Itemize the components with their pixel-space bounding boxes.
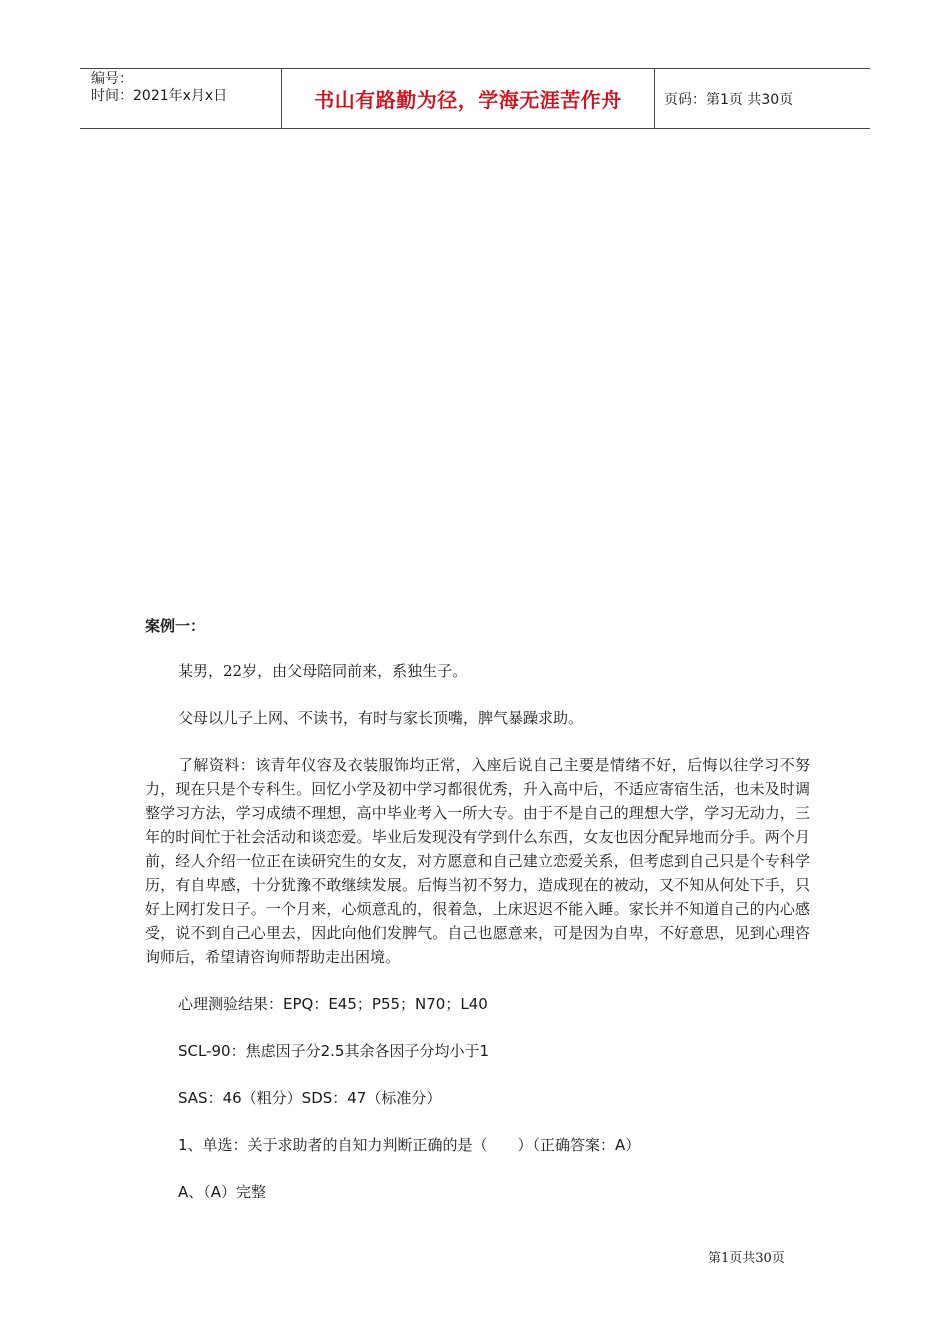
paragraph-sas-sds: SAS：46（粗分）SDS：47（标准分） xyxy=(178,1089,442,1107)
paragraph-scl90: SCL-90：焦虑因子分2.5其余各因子分均小于1 xyxy=(178,1042,489,1060)
question-1: 1、单选：关于求助者的自知力判断正确的是（ ）（正确答案：A） xyxy=(178,1136,641,1154)
document-header xyxy=(80,68,870,129)
paragraph-background: 了解资料：该青年仪容及衣装服饰均正常，入座后说自己主要是情绪不好，后悔以往学习不努力，现在只是个专科生。回忆小学及初中学习都很优秀，升入高中后，不适应寄宿生活，也未及时调整学习方法，学习成绩不理想，高中毕业考入一所大专。由于不是自己的理想大学，学习无动力，三年的时间忙于社会活动和谈恋爱。毕业后发现没有学到什么东西，女友也因分配异地而分手。两个月前，经人介绍一位正在读研究生的女友，对方愿意和自己建立恋爱关系，但考虑到自己只是个专科学历，有自卑感，十分犹豫不敢继续发展。后悔当初不努力，造成现在的被动，又不知从何处下手，只好上网打发日子。一个月来，心烦意乱的，很着急，上床迟迟不能入睡。家长并不知道自己的内心感受，说不到自己心里去，因此向他们发脾气。自己也愿意来，可是因为自卑，不好意思，见到心理咨询师后，希望请咨询师帮助走出困境。 xyxy=(145,756,810,966)
option-a: A、（A）完整 xyxy=(178,1183,267,1201)
header-info-cell xyxy=(80,69,282,128)
page-footer: 第1页共30页 xyxy=(708,1251,785,1266)
document-body xyxy=(145,612,810,1204)
header-page-cell xyxy=(655,69,870,128)
header-page-label: 页码：第1页 共30页 xyxy=(664,91,794,108)
case-title: 案例一： xyxy=(145,617,206,635)
number-label: 编号： xyxy=(91,71,133,87)
header-motto-cell xyxy=(282,69,655,128)
motto-text: 书山有路勤为径，学海无涯苦作舟 xyxy=(314,88,622,112)
time-label: 时间：2021年x月x日 xyxy=(91,88,228,104)
paragraph-parents: 父母以儿子上网、不读书，有时与家长顶嘴，脾气暴躁求助。 xyxy=(178,709,584,727)
paragraph-intro: 某男，22岁，由父母陪同前来，系独生子。 xyxy=(178,662,468,680)
paragraph-test-results: 心理测验结果：EPQ：E45；P55；N70；L40 xyxy=(178,995,488,1013)
